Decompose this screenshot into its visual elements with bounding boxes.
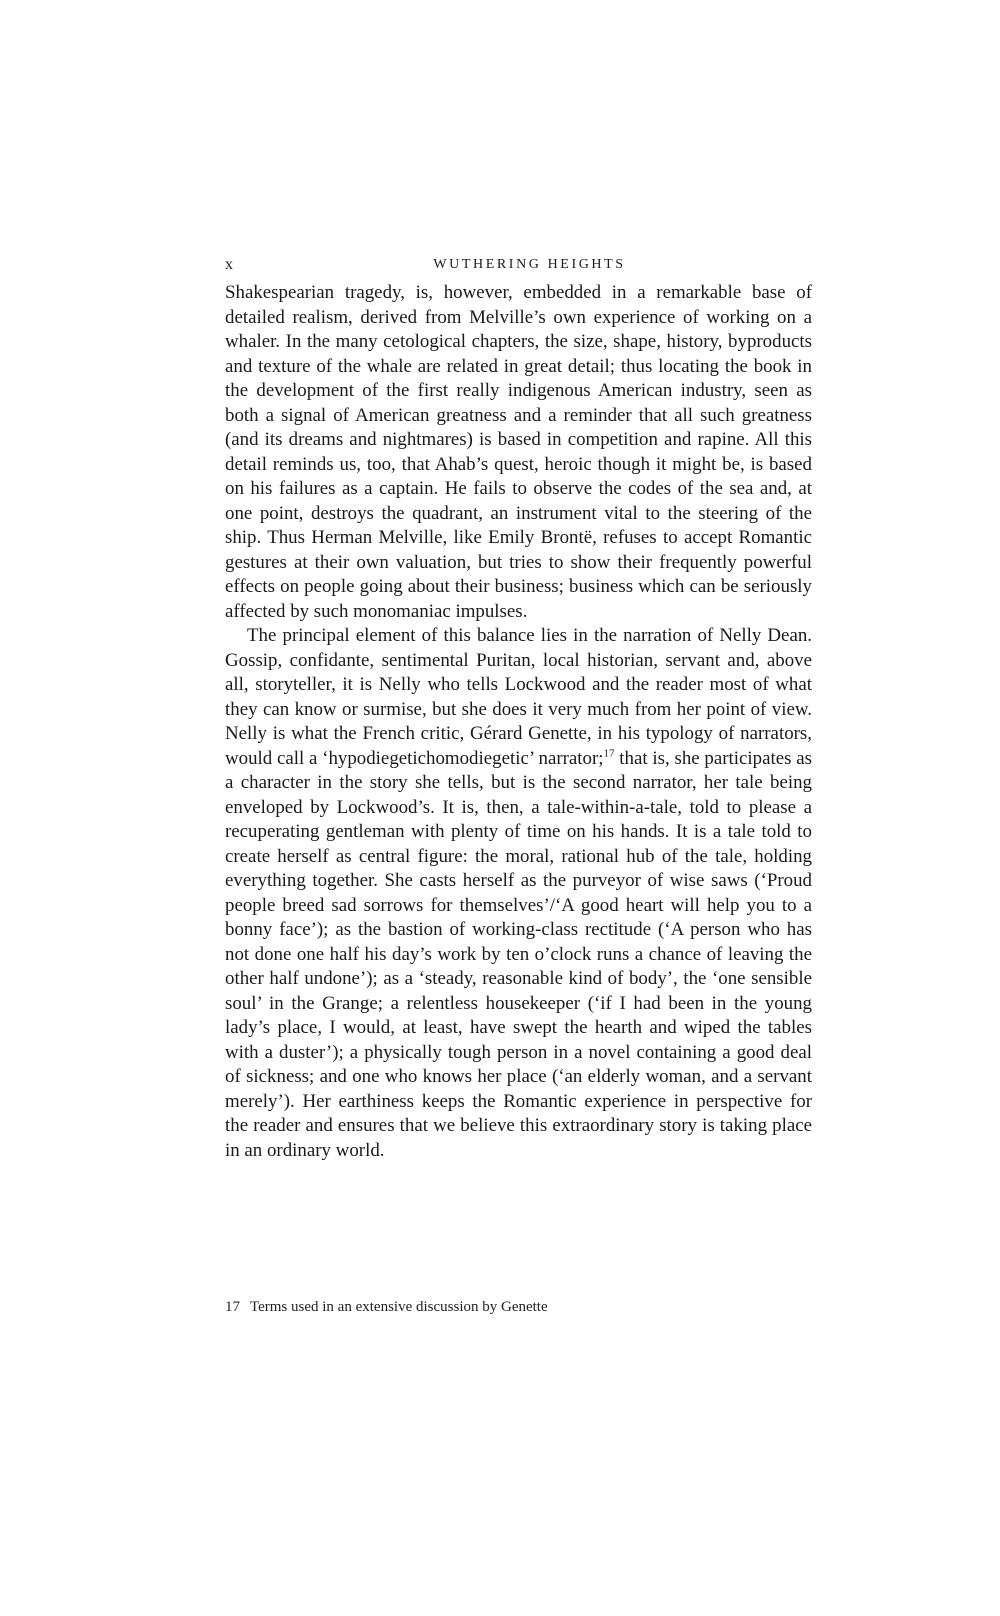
- paragraph-2-part-2: that is, she participates as a character in the story she tells, but is the second narrator, her tale being enveloped by Lockwood’s. It is, then, a tale-within-a-tale, told to please a recuperating gentleman with plenty of time on his hands. It is a tale told to create herself as central figure: the moral, rational hub of the tale, holding everything together. She casts herself as the purveyor of wise saws (‘Proud people breed sad sorrows for themselves’/‘A good heart will help you to a bonny face’); as the bastion of working-class rectitude (‘A person who has not done one half his day’s work by ten o’clock runs a chance of leaving the other half undone’); as a ‘steady, reasonable kind of body’, the ‘one sensible soul’ in the Grange; a relentless housekeeper (‘if I had been in the young lady’s place, I would, at least, have swept the hearth and wiped the tables with a duster’); a physically tough person in a novel containing a good deal of sickness; and one who knows her place (‘an elderly woman, and a servant merely’). Her earthiness keeps the Romantic experience in perspective for the reader and ensures that we believe this extraordinary story is taking place in an ordinary world.: [225, 747, 813, 1161]
- page-number: x: [225, 256, 233, 273]
- footnote-number: 17: [225, 1299, 240, 1315]
- paragraph-2: [225, 624, 812, 1163]
- footnote: [225, 1297, 548, 1317]
- running-title: WUTHERING HEIGHTS: [433, 257, 626, 272]
- footnote-text: Terms used in an extensive discussion by Genette: [250, 1299, 548, 1315]
- footnote-reference: 17: [603, 747, 615, 760]
- page-text-block: [225, 252, 812, 1163]
- running-head: [225, 252, 812, 280]
- paragraph-2-part-1: The principal element of this balance lies in the narration of Nelly Dean. Gossip, confidante, sentimental Puritan, local historian, servant and, above all, storyteller, it is Nelly who tells Lockwood and the reader most of what they can know or surmise, but she does it very much from her point of view. Nelly is what the French critic, Gérard Genette, in his typology of narrators, would call a ‘hypodiegetichomodiegetic’ narrator;: [225, 625, 812, 769]
- paragraph-1: Shakespearian tragedy, is, however, embedded in a remarkable base of detailed realism, derived from Melville’s own experience of working on a whaler. In the many cetological chapters, the size, shape, history, byproducts and texture of the whale are related in great detail; thus locating the book in the development of the first really indigenous American industry, seen as both a signal of American greatness and a reminder that all such greatness (and its dreams and nightmares) is based in competition and rapine. All this detail reminds us, too, that Ahab’s quest, heroic though it might be, is based on his failures as a captain. He fails to observe the codes of the sea and, at one point, destroys the quadrant, an instrument vital to the steering of the ship. Thus Herman Melville, like Emily Brontë, refuses to accept Romantic gestures at their own valuation, but tries to show their frequently powerful effects on people going about their business; business which can be seriously affected by such monomaniac impulses.: [225, 282, 812, 622]
